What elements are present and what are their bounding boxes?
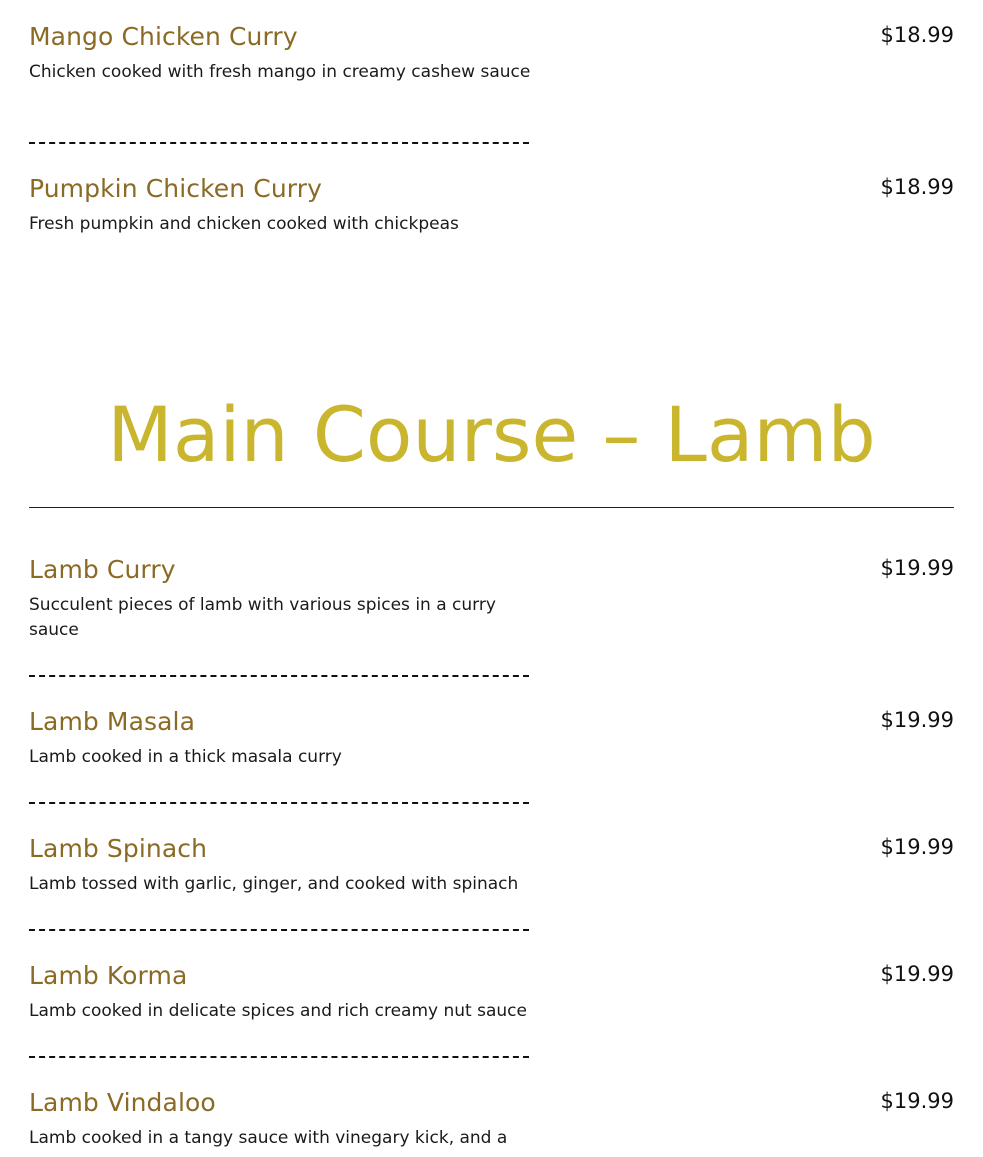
item-divider [29,802,529,804]
item-divider [29,142,529,144]
item-price: $19.99 [880,708,954,732]
item-name: Lamb Masala [29,707,196,736]
item-description: Succulent pieces of lamb with various spices in a curry sauce [29,595,496,640]
item-price: $18.99 [880,175,954,199]
item-name: Lamb Vindaloo [29,1088,216,1117]
item-price: $18.99 [880,23,954,47]
item-price: $19.99 [880,1089,954,1113]
item-description: Lamb cooked in delicate spices and rich creamy nut sauce [29,1001,527,1021]
item-price: $19.99 [880,962,954,986]
item-description: Lamb cooked in a thick masala curry [29,747,342,767]
item-name: Lamb Korma [29,961,188,990]
item-name: Lamb Curry [29,555,176,584]
item-divider [29,929,529,931]
section-divider [29,507,954,508]
item-description: Lamb tossed with garlic, ginger, and cooked with spinach [29,874,519,894]
item-price: $19.99 [880,835,954,859]
section-title: Main Course – Lamb [107,390,876,479]
item-name: Pumpkin Chicken Curry [29,174,322,203]
item-divider [29,675,529,677]
item-price: $19.99 [880,556,954,580]
item-name: Mango Chicken Curry [29,22,298,51]
item-description: Fresh pumpkin and chicken cooked with chickpeas [29,214,459,234]
item-divider [29,1056,529,1058]
item-description: Chicken cooked with fresh mango in creamy cashew sauce [29,62,531,82]
item-description: Lamb cooked in a tangy sauce with vinegary kick, and a [29,1128,508,1148]
item-name: Lamb Spinach [29,834,208,863]
